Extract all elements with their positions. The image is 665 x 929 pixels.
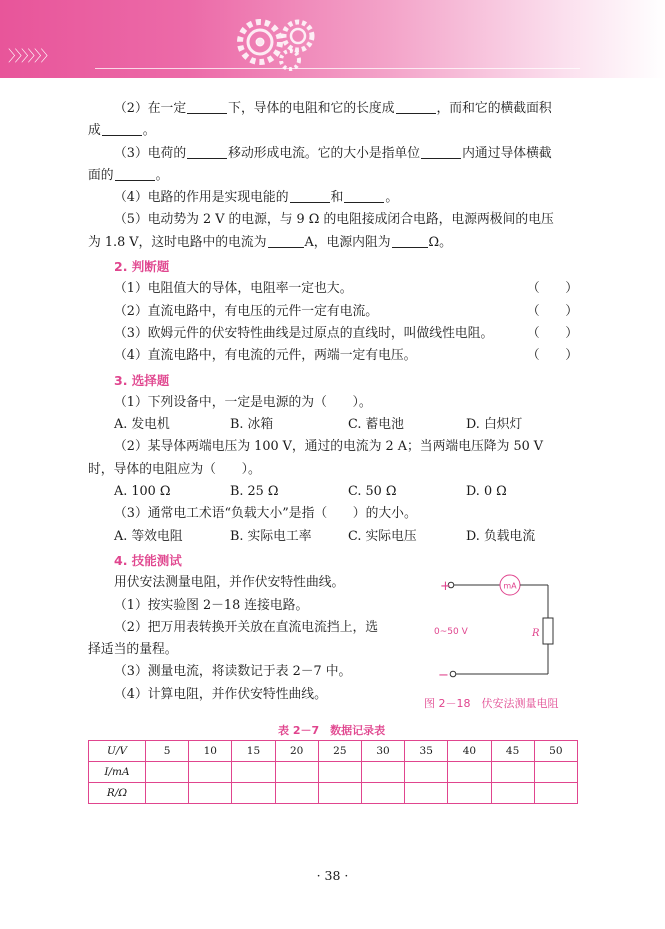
current-cell[interactable] <box>146 762 189 783</box>
chevron-decoration: 〉〉〉〉〉〉 <box>8 47 55 65</box>
ammeter-label: mA <box>503 581 517 591</box>
choice-q3-options <box>88 526 578 548</box>
option-c[interactable]: C. 实际电压 <box>348 528 417 544</box>
answer-paren[interactable]: （ ） <box>526 325 578 341</box>
answer-blank[interactable] <box>268 233 304 248</box>
choice-q1: （1）下列设备中，一定是电源的为（ ）。 <box>114 394 372 410</box>
fill-blank-q5-cont: 为 1.8 V，这时电路中的电流为 A，电源内阻为 Ω。 <box>88 234 452 250</box>
option-d[interactable]: D. 负载电流 <box>466 528 536 544</box>
current-cell[interactable] <box>361 762 404 783</box>
current-cell[interactable] <box>232 762 275 783</box>
resistance-cell[interactable] <box>405 783 448 804</box>
answer-blank[interactable] <box>421 144 461 159</box>
current-cell[interactable] <box>189 762 232 783</box>
fill-blank-q3-cont: 面的 。 <box>88 167 169 183</box>
negative-terminal-label: − <box>438 668 449 683</box>
skill-step-2-cont: 择适当的量程。 <box>88 642 178 658</box>
option-b[interactable]: B. 25 Ω <box>230 484 279 500</box>
gears-icon <box>222 12 332 74</box>
header-banner <box>0 0 665 78</box>
voltage-cell: 50 <box>534 741 577 762</box>
answer-blank[interactable] <box>392 233 428 248</box>
row-header-current: I/mA <box>89 762 146 783</box>
current-cell[interactable] <box>491 762 534 783</box>
judge-item: （2）直流电路中，有电压的元件一定有电流。 （ ） <box>88 301 578 323</box>
option-a[interactable]: A. 发电机 <box>114 417 170 433</box>
fill-blank-q5: （5）电动势为 2 V 的电源，与 9 Ω 的电阻接成闭合电路，电源两极间的电压 <box>114 212 554 228</box>
voltage-cell: 35 <box>405 741 448 762</box>
resistance-cell[interactable] <box>189 783 232 804</box>
voltage-cell: 20 <box>275 741 318 762</box>
section-title-choice: 3. 选择题 <box>114 372 170 388</box>
section-title-skill: 4. 技能测试 <box>114 552 182 568</box>
answer-paren[interactable]: （ ） <box>526 281 578 297</box>
fill-blank-q2-cont: 成 。 <box>88 123 156 139</box>
resistance-cell[interactable] <box>275 783 318 804</box>
skill-step-3: （3）测量电流，将读数记于表 2－7 中。 <box>114 664 352 680</box>
fill-blank-q4: （4）电路的作用是实现电能的 和 。 <box>114 190 399 206</box>
skill-intro: 用伏安法测量电阻，并作伏安特性曲线。 <box>114 575 345 591</box>
choice-q2: （2）某导体两端电压为 100 V，通过的电流为 2 A；当两端电压降为 50 V <box>114 439 544 455</box>
choice-q3: （3）通常电工术语“负载大小”是指（ ）的大小。 <box>114 506 417 522</box>
judge-item: （4）直流电路中，有电流的元件，两端一定有电压。 （ ） <box>88 345 578 367</box>
fill-blank-q3: （3）电荷的 移动形成电流。它的大小是指单位 内通过导体横截 <box>114 145 552 161</box>
voltage-cell: 45 <box>491 741 534 762</box>
voltage-cell: 25 <box>318 741 361 762</box>
current-cell[interactable] <box>448 762 491 783</box>
voltage-cell: 30 <box>361 741 404 762</box>
data-record-table <box>88 740 578 804</box>
judge-item: （1）电阻值大的导体，电阻率一定也大。 （ ） <box>88 278 578 300</box>
skill-step-2: （2）把万用表转换开关放在直流电流挡上，选 <box>114 619 379 635</box>
skill-step-4: （4）计算电阻，并作伏安特性曲线。 <box>114 686 327 702</box>
answer-blank[interactable] <box>187 144 227 159</box>
banner-divider <box>95 68 580 69</box>
resistance-cell[interactable] <box>448 783 491 804</box>
answer-blank[interactable] <box>396 99 436 114</box>
resistance-cell[interactable] <box>232 783 275 804</box>
answer-blank[interactable] <box>115 166 155 181</box>
figure-caption: 图 2－18 伏安法测量电阻 <box>424 697 559 710</box>
table-row-current <box>89 762 578 783</box>
option-b[interactable]: B. 实际电工率 <box>230 528 312 544</box>
choice-q2-cont: 时，导体的电阻应为（ ）。 <box>88 461 261 477</box>
resistor-label: R <box>532 628 540 639</box>
judge-item: （3）欧姆元件的伏安特性曲线是过原点的直线时，叫做线性电阻。 （ ） <box>88 323 578 345</box>
positive-terminal-label: + <box>440 579 451 594</box>
current-cell[interactable] <box>275 762 318 783</box>
row-header-resistance: R/Ω <box>89 783 146 804</box>
answer-blank[interactable] <box>187 99 227 114</box>
option-c[interactable]: C. 50 Ω <box>348 484 397 500</box>
option-b[interactable]: B. 冰箱 <box>230 417 274 433</box>
voltage-label: 0~50 V <box>434 627 468 637</box>
voltage-cell: 10 <box>189 741 232 762</box>
current-cell[interactable] <box>405 762 448 783</box>
answer-blank[interactable] <box>290 188 330 203</box>
fill-blank-q2: （2）在一定 下，导体的电阻和它的长度成 ，而和它的横截面积 <box>114 101 552 116</box>
resistance-cell[interactable] <box>534 783 577 804</box>
resistance-cell[interactable] <box>491 783 534 804</box>
page-number: · 38 · <box>316 868 349 883</box>
current-cell[interactable] <box>534 762 577 783</box>
table-row-resistance <box>89 783 578 804</box>
choice-q2-options <box>88 481 578 503</box>
resistance-cell[interactable] <box>146 783 189 804</box>
voltage-cell: 15 <box>232 741 275 762</box>
skill-step-1: （1）按实验图 2－18 连接电路。 <box>114 597 309 613</box>
section-title-judge: 2. 判断题 <box>114 259 170 275</box>
answer-blank[interactable] <box>102 121 142 136</box>
answer-paren[interactable]: （ ） <box>526 348 578 364</box>
resistance-cell[interactable] <box>361 783 404 804</box>
option-c[interactable]: C. 蓄电池 <box>348 417 404 433</box>
current-cell[interactable] <box>318 762 361 783</box>
resistance-cell[interactable] <box>318 783 361 804</box>
table-row-voltage <box>89 741 578 762</box>
option-d[interactable]: D. 白炽灯 <box>466 417 523 433</box>
table-caption: 表 2－7 数据记录表 <box>278 724 386 737</box>
option-d[interactable]: D. 0 Ω <box>466 484 507 500</box>
voltage-cell: 5 <box>146 741 189 762</box>
choice-q1-options <box>88 414 578 436</box>
answer-blank[interactable] <box>344 188 384 203</box>
answer-paren[interactable]: （ ） <box>526 303 578 319</box>
voltage-cell: 40 <box>448 741 491 762</box>
option-a[interactable]: A. 等效电阻 <box>114 528 183 544</box>
option-a[interactable]: A. 100 Ω <box>114 484 171 500</box>
row-header-voltage: U/V <box>89 741 146 762</box>
